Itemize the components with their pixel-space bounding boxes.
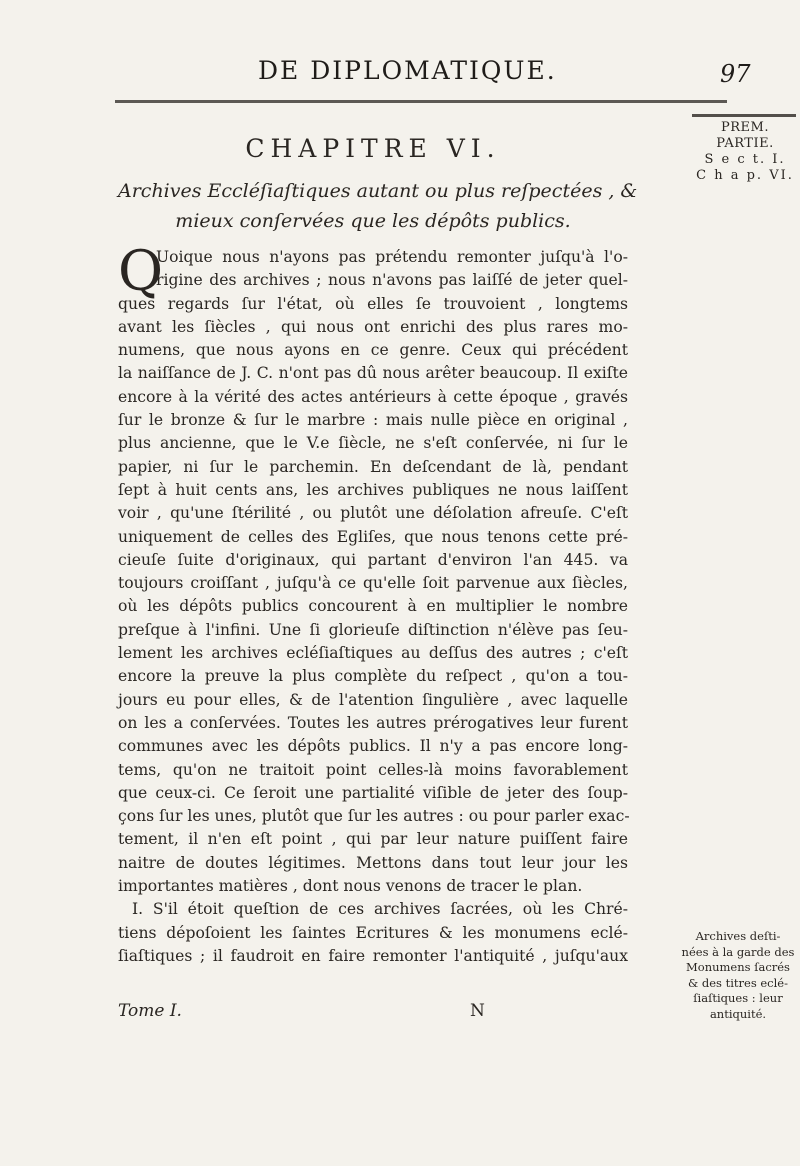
text-line: I. S'il étoit queſtion de ces archives ſacrées, où les Chré- (132, 900, 628, 919)
text-line: la naiſſance de J. C. n'ont pas dû nous arêter beaucoup. Il exiſte (118, 364, 628, 383)
subtitle-line: mieux conſervées que les dépôts publics. (175, 210, 571, 232)
text-line: preſque à l'infini. Une ſi glorieuſe diſtinction n'élève pas ſeu- (118, 620, 628, 639)
text-line: rigine des archives ; nous n'avons pas laiſſé de jeter quel- (156, 271, 628, 290)
text-line: tement, il n'en eſt point , qui par leur nature puiſſent faire (118, 830, 628, 849)
volume-label: Tome I. (118, 1001, 182, 1021)
text-line: cieuſe ſuite d'originaux, qui partant d'environ l'an 445. va (118, 550, 628, 569)
page-footer (118, 1001, 628, 1025)
marginal-note-line: Monumens ſacrés (686, 960, 790, 975)
text-line: avant les ſiècles , qui nous ont enrichi des plus rares mo- (118, 317, 628, 336)
text-line: ſur le bronze & ſur le marbre : mais nulle pièce en original , (118, 411, 628, 430)
text-line: voir , qu'une ſtérilité , ou plutôt une déſolation afreuſe. C'eſt (118, 504, 628, 523)
text-line: communes avec les dépôts publics. Il n'y a pas encore long- (118, 737, 628, 756)
marginal-note-line: Archives deſti- (695, 929, 781, 943)
body-text (118, 239, 630, 968)
text-line: numens, que nous ayons en ce genre. Ceux qui précédent (118, 341, 628, 360)
text-line: encore à la vérité des actes antérieurs à cette époque , gravés (118, 387, 628, 406)
chapter-label: C h a p. VI. (696, 168, 794, 183)
text-line: on les a conſervées. Toutes les autres prérogatives leur furent (118, 713, 628, 732)
running-head: DE DIPLOMATIQUE. (258, 56, 557, 85)
text-line: ſept à huit cents ans, les archives publiques ne nous laiſſent (118, 480, 628, 499)
text-line: importantes matières , dont nous venons de tracer le plan. (118, 877, 583, 896)
text-line: naitre de doutes légitimes. Mettons dans tout leur jour les (118, 853, 628, 872)
marginal-note (678, 929, 798, 1023)
marginal-note-line: & des titres eclé- (687, 975, 788, 990)
text-line: jours eu pour elles, & de l'atention ſingulière , avec laquelle (118, 690, 628, 709)
part-marker (690, 120, 800, 184)
marginal-note-line: ſiaſtiques : leur (693, 991, 783, 1006)
section-label: S e c t. I. (704, 152, 786, 167)
signature-mark: N (470, 1001, 485, 1021)
chapter-title: CHAPITRE VI. (245, 134, 501, 163)
text-line: çons ſur les unes, plutôt que ſur les autres : ou pour parler exac- (118, 807, 630, 826)
margin-rule (692, 114, 796, 117)
header-rule (115, 100, 727, 103)
page-number: 97 (720, 60, 751, 88)
text-line: que ceux-ci. Ce ſeroit une partialité viſible de jeter des ſoup- (118, 783, 628, 802)
text-line: encore la preuve la plus complète du reſpect , qu'on a tou- (118, 667, 628, 686)
part-title: PREM. PARTIE. (716, 120, 774, 151)
text-line: Uoique nous n'ayons pas prétendu remonter juſqu'à l'o- (156, 248, 628, 266)
text-line: ques regards ſur l'état, où elles ſe trouvoient , longtems (118, 294, 628, 313)
text-line: tems, qu'on ne traitoit point celles-là moins favorablement (118, 760, 628, 779)
subtitle-line: Archives Eccléſiaſtiques autant ou plus reſpectées , & (118, 180, 638, 202)
text-line: toujours croiſſant , juſqu'à ce qu'elle ſoit parvenue aux ſiècles, (118, 574, 628, 593)
marginal-note-line: nées à la garde des (681, 944, 795, 959)
text-line: tiens dépoſoient les ſaintes Ecritures & les monumens eclé- (118, 923, 628, 942)
text-line: lement les archives ecléſiaſtiques au deſſus des autres ; c'eſt (118, 644, 628, 663)
text-line: plus ancienne, que le V.e ſiècle, ne s'eſt conſervée, ni ſur le (118, 434, 628, 453)
marginal-note-line: antiquité. (709, 1006, 767, 1021)
text-line: où les dépôts publics concourent à en multiplier le nombre (118, 597, 628, 616)
text-line: ſiaſtiques ; il faudroit en faire remonter l'antiquité , juſqu'aux (118, 946, 628, 965)
text-line: uniquement de celles des Egliſes, que nous tenons cette pré- (118, 527, 628, 546)
drop-cap: Q (118, 239, 164, 303)
text-line: papier, ni ſur le parchemin. En deſcendant de là, pendant (118, 457, 628, 476)
chapter-subtitle (118, 176, 638, 236)
